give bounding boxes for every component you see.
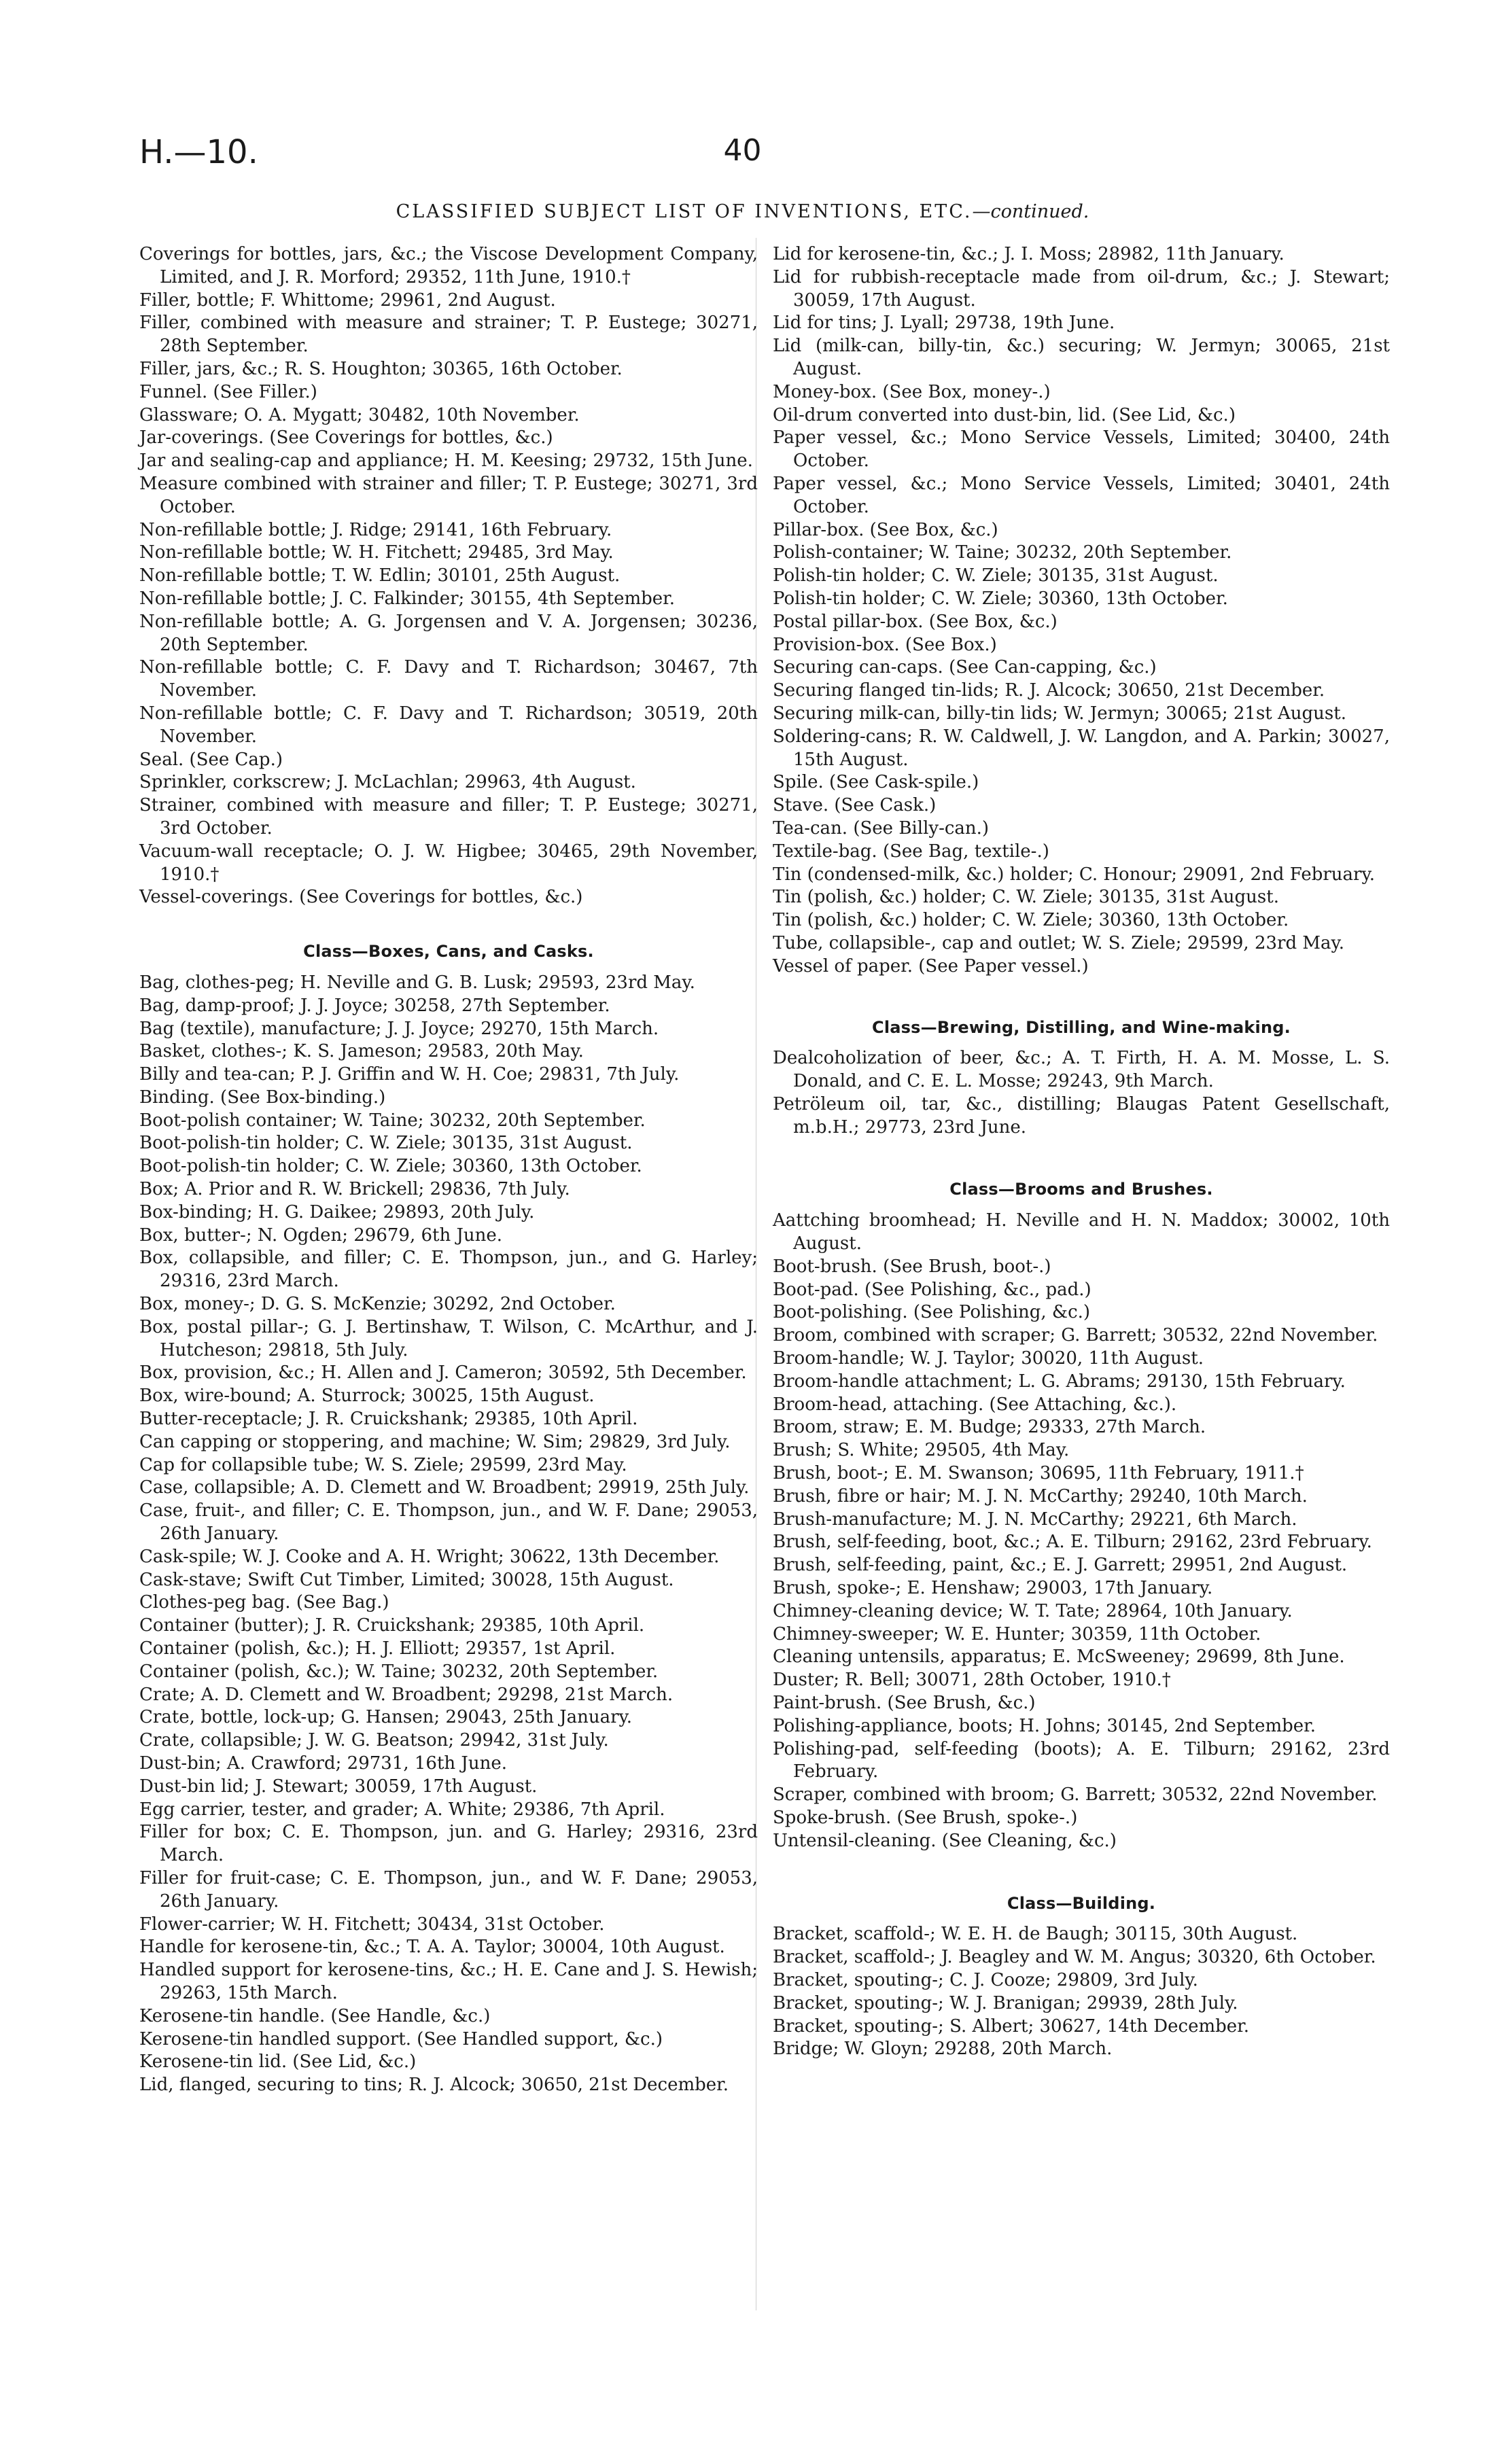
- index-entry: Brush, fibre or hair; M. J. N. McCarthy; 29240, 10th March.: [773, 1485, 1308, 1507]
- class-heading-brewing: Class—Brewing, Distilling, and Wine-making.: [872, 1017, 1291, 1037]
- index-entry: Polish-container; W. Taine; 30232, 20th September.: [773, 542, 1232, 563]
- index-entry: Brush-manufacture; M. J. N. McCarthy; 29221, 6th March.: [773, 1509, 1297, 1530]
- entry-list-brooms: [773, 1210, 1390, 1852]
- index-entry: Chimney-cleaning device; W. T. Tate; 28964, 10th January.: [773, 1600, 1293, 1621]
- index-entry: Vacuum-wall receptacle; O. J. W. Higbee; 30465, 29th November, 1910.†: [139, 841, 758, 885]
- index-entry: Bracket, scaffold-; W. E. H. de Baugh; 30115, 30th August.: [773, 1924, 1298, 1945]
- entry-list-boxes: [139, 972, 758, 2097]
- index-entry: Coverings for bottles, jars, &c.; the Viscose Development Company, Limited, and J. R. Morford; 29352, 11th June, 1910.†: [139, 244, 758, 287]
- left-column: [139, 243, 758, 2097]
- index-entry: Textile-bag. (See Bag, textile-.): [773, 841, 1049, 862]
- index-entry: Lid, flanged, securing to tins; R. J. Alcock; 30650, 21st December.: [139, 2075, 729, 2096]
- index-entry: Jar-coverings. (See Coverings for bottles, &c.): [139, 427, 553, 448]
- index-entry: Can capping or stoppering, and machine; W. Sim; 29829, 3rd July.: [139, 1431, 731, 1452]
- index-entry: Dust-bin lid; J. Stewart; 30059, 17th August.: [139, 1776, 538, 1797]
- index-entry: Brush, boot-; E. M. Swanson; 30695, 11th February, 1911.†: [773, 1463, 1304, 1484]
- index-entry: Bracket, scaffold-; J. Beagley and W. M. Angus; 30320, 6th October.: [773, 1947, 1376, 1968]
- index-entry: Cask-stave; Swift Cut Timber, Limited; 30028, 15th August.: [139, 1569, 674, 1590]
- index-entry: Case, collapsible; A. D. Clemett and W. Broadbent; 29919, 25th July.: [139, 1477, 750, 1498]
- index-entry: Securing milk-can, billy-tin lids; W. Jermyn; 30065; 21st August.: [773, 703, 1346, 724]
- page-title: [0, 201, 1485, 222]
- index-entry: Spile. (See Cask-spile.): [773, 772, 979, 793]
- index-entry: Pillar-box. (See Box, &c.): [773, 519, 998, 540]
- index-entry: Crate, bottle, lock-up; G. Hansen; 29043, 25th January.: [139, 1707, 633, 1728]
- index-entry: Broom-handle attachment; L. G. Abrams; 29130, 15th February.: [773, 1371, 1346, 1392]
- index-entry: Bag, clothes-peg; H. Neville and G. B. Lusk; 29593, 23rd May.: [139, 972, 695, 993]
- index-entry: Kerosene-tin handle. (See Handle, &c.): [139, 2005, 491, 2026]
- index-entry: Broom, straw; E. M. Budge; 29333, 27th March.: [773, 1417, 1206, 1438]
- index-entry: Soldering-cans; R. W. Caldwell, J. W. Langdon, and A. Parkin; 30027, 15th August.: [773, 726, 1390, 770]
- index-entry: Tea-can. (See Billy-can.): [773, 817, 990, 839]
- index-entry: Securing flanged tin-lids; R. J. Alcock; 30650, 21st December.: [773, 680, 1325, 701]
- index-entry: Handle for kerosene-tin, &c.; T. A. A. Taylor; 30004, 10th August.: [139, 1937, 725, 1958]
- index-entry: Box, money-; D. G. S. McKenzie; 30292, 2nd October.: [139, 1294, 616, 1315]
- index-entry: Boot-polish-tin holder; C. W. Ziele; 30135, 31st August.: [139, 1133, 633, 1154]
- index-entry: Provision-box. (See Box.): [773, 634, 997, 655]
- class-heading-boxes: Class—Boxes, Cans, and Casks.: [303, 942, 594, 962]
- index-entry: Filler for fruit-case; C. E. Thompson, jun., and W. F. Dane; 29053, 26th January.: [139, 1867, 758, 1912]
- index-entry: Boot-polish container; W. Taine; 30232, 20th September.: [139, 1110, 646, 1131]
- index-entry: Box; A. Prior and R. W. Brickell; 29836, 7th July.: [139, 1179, 570, 1200]
- index-entry: Bracket, spouting-; S. Albert; 30627, 14th December.: [773, 2016, 1249, 2037]
- index-entry: Measure combined with strainer and filler; T. P. Eustege; 30271, 3rd October.: [139, 473, 758, 517]
- index-entry: Strainer, combined with measure and filler; T. P. Eustege; 30271, 3rd October.: [139, 795, 758, 839]
- document-reference: H.—10.: [139, 133, 258, 171]
- index-entry: Polishing-appliance, boots; H. Johns; 30145, 2nd September.: [773, 1715, 1316, 1736]
- index-entry: Broom-handle; W. J. Taylor; 30020, 11th August.: [773, 1348, 1204, 1369]
- index-entry: Non-refillable bottle; T. W. Edlin; 30101, 25th August.: [139, 565, 621, 586]
- index-entry: Flower-carrier; W. H. Fitchett; 30434, 31st October.: [139, 1914, 605, 1935]
- index-entry: Cask-spile; W. J. Cooke and A. H. Wright; 30622, 13th December.: [139, 1546, 720, 1567]
- index-entry: Sprinkler, corkscrew; J. McLachlan; 29963, 4th August.: [139, 772, 636, 793]
- index-entry: Boot-brush. (See Brush, boot-.): [773, 1256, 1051, 1277]
- index-entry: Dealcoholization of beer, &c.; A. T. Firth, H. A. M. Mosse, L. S. Donald, and C. E. L. Mosse; 29243, 9th March.: [773, 1048, 1390, 1092]
- index-entry: Polish-tin holder; C. W. Ziele; 30135, 31st August.: [773, 565, 1219, 586]
- index-entry: Scraper, combined with broom; G. Barrett; 30532, 22nd November.: [773, 1784, 1378, 1806]
- index-entry: Box, wire-bound; A. Sturrock; 30025, 15th August.: [139, 1386, 595, 1407]
- index-entry: Duster; R. Bell; 30071, 28th October, 1910.†: [773, 1670, 1171, 1691]
- index-entry: Brush, self-feeding, paint, &c.; E. J. Garrett; 29951, 2nd August.: [773, 1555, 1348, 1576]
- index-entry: Lid for tins; J. Lyall; 29738, 19th June.: [773, 313, 1115, 334]
- index-entry: Non-refillable bottle; W. H. Fitchett; 29485, 3rd May.: [139, 542, 614, 563]
- index-entry: Container (butter); J. R. Cruickshank; 29385, 10th April.: [139, 1615, 645, 1636]
- index-entry: Butter-receptacle; J. R. Cruickshank; 29385, 10th April.: [139, 1409, 638, 1430]
- index-entry: Non-refillable bottle; C. F. Davy and T. Richardson; 30467, 7th November.: [139, 657, 758, 701]
- index-entry: Securing can-caps. (See Can-capping, &c.): [773, 657, 1157, 678]
- index-entry: Boot-polish-tin holder; C. W. Ziele; 30360, 13th October.: [139, 1156, 642, 1177]
- index-entry: Kerosene-tin lid. (See Lid, &c.): [139, 2052, 417, 2073]
- index-entry: Non-refillable bottle; C. F. Davy and T. Richardson; 30519, 20th November.: [139, 703, 758, 747]
- page-header: [0, 133, 1485, 181]
- index-entry: Crate, collapsible; J. W. G. Beatson; 29942, 31st July.: [139, 1730, 609, 1751]
- entry-list-brewing: [773, 1047, 1390, 1139]
- page-number: 40: [723, 133, 762, 168]
- index-entry: Clothes-peg bag. (See Bag.): [139, 1592, 389, 1613]
- entry-list-lids: [773, 243, 1390, 979]
- index-entry: Non-refillable bottle; A. G. Jorgensen and V. A. Jorgensen; 30236, 20th September.: [139, 611, 758, 655]
- index-entry: Polish-tin holder; C. W. Ziele; 30360, 13th October.: [773, 588, 1228, 609]
- index-entry: Box, butter-; N. Ogden; 29679, 6th June.: [139, 1225, 503, 1246]
- index-entry: Case, fruit-, and filler; C. E. Thompson, jun., and W. F. Dane; 29053, 26th January.: [139, 1500, 758, 1545]
- index-entry: Handled support for kerosene-tins, &c.; H. E. Cane and J. S. Hewish; 29263, 15th March.: [139, 1960, 758, 2003]
- index-entry: Dust-bin; A. Crawford; 29731, 16th June.: [139, 1753, 507, 1774]
- index-entry: Broom-head, attaching. (See Attaching, &c.).: [773, 1394, 1177, 1415]
- index-entry: Bridge; W. Gloyn; 29288, 20th March.: [773, 2039, 1113, 2060]
- index-entry: Boot-polishing. (See Polishing, &c.): [773, 1302, 1091, 1323]
- index-entry: Brush; S. White; 29505, 4th May.: [773, 1440, 1070, 1461]
- index-entry: Crate; A. D. Clemett and W. Broadbent; 29298, 21st March.: [139, 1684, 674, 1705]
- index-entry: Vessel of paper. (See Paper vessel.): [773, 955, 1089, 976]
- index-entry: Chimney-sweeper; W. E. Hunter; 30359, 11th October.: [773, 1623, 1261, 1644]
- index-entry: Tin (polish, &c.) holder; C. W. Ziele; 30135, 31st August.: [773, 887, 1279, 908]
- entry-list-bottles: [139, 243, 758, 909]
- title-main: CLASSIFIED SUBJECT LIST OF INVENTIONS, ETC.: [396, 201, 973, 222]
- index-entry: Funnel. (See Filler.): [139, 381, 317, 402]
- index-entry: Cap for collapsible tube; W. S. Ziele; 29599, 23rd May.: [139, 1454, 627, 1475]
- index-entry: Postal pillar-box. (See Box, &c.): [773, 611, 1058, 632]
- index-entry: Lid for kerosene-tin, &c.; J. I. Moss; 28982, 11th January.: [773, 244, 1285, 264]
- index-entry: Container (polish, &c.); H. J. Elliott; 29357, 1st April.: [139, 1638, 616, 1659]
- index-entry: Bracket, spouting-; W. J. Branigan; 29939, 28th July.: [773, 1992, 1238, 2013]
- index-entry: Untensil-cleaning. (See Cleaning, &c.): [773, 1830, 1117, 1851]
- index-entry: Filler for box; C. E. Thompson, jun. and G. Harley; 29316, 23rd March.: [139, 1822, 758, 1866]
- index-entry: Non-refillable bottle; J. C. Falkinder; 30155, 4th September.: [139, 588, 676, 609]
- index-entry: Spoke-brush. (See Brush, spoke-.): [773, 1808, 1078, 1828]
- index-entry: Aattching broomhead; H. Neville and H. N. Maddox; 30002, 10th August.: [773, 1210, 1390, 1254]
- index-entry: Egg carrier, tester, and grader; A. White; 29386, 7th April.: [139, 1799, 665, 1820]
- index-entry: Glassware; O. A. Mygatt; 30482, 10th November.: [139, 404, 580, 425]
- index-entry: Vessel-coverings. (See Coverings for bottles, &c.): [139, 887, 583, 908]
- index-entry: Paper vessel, &c.; Mono Service Vessels, Limited; 30400, 24th October.: [773, 427, 1390, 472]
- index-entry: Box, postal pillar-; G. J. Bertinshaw, T. Wilson, C. McArthur, and J. Hutcheson; 29818, 5th July.: [139, 1316, 758, 1360]
- index-entry: Boot-pad. (See Polishing, &c., pad.): [773, 1279, 1091, 1300]
- right-column: [773, 243, 1390, 2061]
- index-entry: Paint-brush. (See Brush, &c.): [773, 1693, 1036, 1714]
- class-heading-brooms: Class—Brooms and Brushes.: [949, 1180, 1213, 1199]
- index-entry: Seal. (See Cap.): [139, 749, 283, 770]
- index-entry: Money-box. (See Box, money-.): [773, 381, 1051, 402]
- index-entry: Filler, combined with measure and strainer; T. P. Eustege; 30271, 28th September.: [139, 313, 758, 357]
- title-continued: —continued.: [972, 201, 1089, 222]
- index-entry: Lid for rubbish-receptacle made from oil-drum, &c.; J. Stewart; 30059, 17th August.: [773, 266, 1390, 311]
- index-entry: Box-binding; H. G. Daikee; 29893, 20th July.: [139, 1201, 535, 1222]
- index-entry: Tin (polish, &c.) holder; C. W. Ziele; 30360, 13th October.: [773, 910, 1289, 931]
- index-entry: Brush, self-feeding, boot, &c.; A. E. Tilburn; 29162, 23rd February.: [773, 1532, 1372, 1553]
- index-entry: Polishing-pad, self-feeding (boots); A. E. Tilburn; 29162, 23rd February.: [773, 1738, 1390, 1782]
- index-entry: Bracket, spouting-; C. J. Cooze; 29809, 3rd July.: [773, 1969, 1198, 1990]
- index-entry: Bag, damp-proof; J. J. Joyce; 30258, 27th September.: [139, 995, 610, 1016]
- index-entry: Box, provision, &c.; H. Allen and J. Cameron; 30592, 5th December.: [139, 1362, 747, 1384]
- index-entry: Binding. (See Box-binding.): [139, 1087, 386, 1108]
- index-entry: Brush, spoke-; E. Henshaw; 29003, 17th January.: [773, 1578, 1213, 1599]
- index-entry: Non-refillable bottle; J. Ridge; 29141, 16th February.: [139, 519, 612, 540]
- index-entry: Kerosene-tin handled support. (See Handled support, &c.): [139, 2028, 663, 2049]
- index-entry: Tin (condensed-milk, &c.) holder; C. Honour; 29091, 2nd February.: [773, 864, 1375, 885]
- index-entry: Basket, clothes-; K. S. Jameson; 29583, 20th May.: [139, 1041, 584, 1062]
- index-entry: Filler, bottle; F. Whittome; 29961, 2nd August.: [139, 289, 556, 311]
- index-entry: Stave. (See Cask.): [773, 795, 937, 816]
- class-heading-building: Class—Building.: [1007, 1893, 1156, 1913]
- index-entry: Tube, collapsible-, cap and outlet; W. S. Ziele; 29599, 23rd May.: [773, 932, 1345, 953]
- index-entry: Paper vessel, &c.; Mono Service Vessels, Limited; 30401, 24th October.: [773, 473, 1390, 517]
- index-entry: Oil-drum converted into dust-bin, lid. (See Lid, &c.): [773, 404, 1236, 425]
- index-entry: Jar and sealing-cap and appliance; H. M. Keesing; 29732, 15th June.: [139, 451, 753, 472]
- index-entry: Cleaning untensils, apparatus; E. McSweeney; 29699, 8th June.: [773, 1647, 1345, 1668]
- entry-list-building: [773, 1923, 1390, 2061]
- index-entry: Billy and tea-can; P. J. Griffin and W. H. Coe; 29831, 7th July.: [139, 1064, 680, 1085]
- index-entry: Broom, combined with scraper; G. Barrett; 30532, 22nd November.: [773, 1325, 1378, 1346]
- index-entry: Box, collapsible, and filler; C. E. Thompson, jun., and G. Harley; 29316, 23rd March.: [139, 1248, 758, 1292]
- index-entry: Container (polish, &c.); W. Taine; 30232, 20th September.: [139, 1661, 659, 1682]
- index-entry: Filler, jars, &c.; R. S. Houghton; 30365, 16th October.: [139, 358, 623, 379]
- index-entry: Lid (milk-can, billy-tin, &c.) securing; W. Jermyn; 30065, 21st August.: [773, 336, 1390, 379]
- index-entry: Bag (textile), manufacture; J. J. Joyce; 29270, 15th March.: [139, 1018, 659, 1039]
- index-entry: Petröleum oil, tar, &c., distilling; Blaugas Patent Gesellschaft, m.b.H.; 29773, 23rd June.: [773, 1093, 1390, 1138]
